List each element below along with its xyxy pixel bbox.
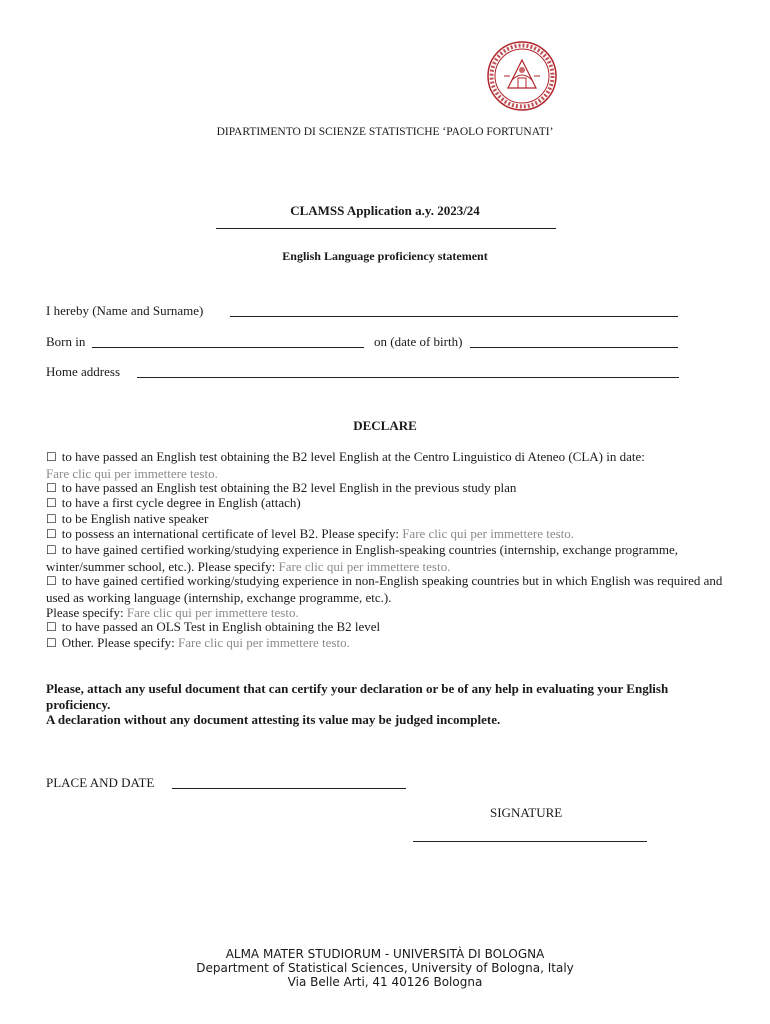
dob-field[interactable] xyxy=(470,337,678,348)
option-previous-study: ☐ to have passed an English test obtaining the B2 level English in the previous study plan xyxy=(46,480,517,495)
cla-date-input[interactable]: Fare clic qui per immettere testo. xyxy=(46,465,218,481)
checkbox-icon[interactable]: ☐ xyxy=(46,512,57,526)
option-native-speaker: ☐ to be English native speaker xyxy=(46,511,209,526)
checkbox-icon[interactable]: ☐ xyxy=(46,574,57,588)
other-input[interactable]: Fare clic qui per immettere testo. xyxy=(178,635,350,650)
department-header: DIPARTIMENTO DI SCIENZE STATISTICHE ‘PAOLO FORTUNATI’ xyxy=(216,126,554,138)
non-english-experience-input[interactable]: Fare clic qui per immettere testo. xyxy=(126,605,299,620)
checkbox-icon[interactable]: ☐ xyxy=(46,496,57,510)
footer-address: Via Belle Arti, 41 40126 Bologna xyxy=(287,975,483,989)
address-field[interactable] xyxy=(137,367,679,378)
place-date-field[interactable] xyxy=(172,778,406,789)
option-ols-test: ☐ to have passed an OLS Test in English obtaining the B2 level xyxy=(46,619,381,634)
address-label: Home address xyxy=(46,364,121,379)
name-label: I hereby (Name and Surname) xyxy=(46,303,204,318)
birthplace-field[interactable] xyxy=(92,337,364,348)
dob-label: on (date of birth) xyxy=(374,334,463,349)
title-divider xyxy=(216,228,556,229)
option-non-english-experience: ☐ to have gained certified working/studying experience in non-English speaking countries but in which English was required and used as working language (internship, exchange programme, etc.). Please specify: Fare clic qui per immettere testo. xyxy=(46,573,723,620)
declare-heading: DECLARE xyxy=(353,418,417,433)
option-international-certificate: ☐ to possess an international certificate of level B2. Please specify: Fare clic qui per immettere testo. xyxy=(46,526,575,541)
option-first-cycle-degree: ☐ to have a first cycle degree in English (attach) xyxy=(46,495,301,510)
footer-department: Department of Statistical Sciences, University of Bologna, Italy xyxy=(196,961,574,975)
option-other: ☐ Other. Please specify: Fare clic qui per immettere testo. xyxy=(46,635,350,650)
checkbox-icon[interactable]: ☐ xyxy=(46,450,57,464)
name-field[interactable] xyxy=(230,306,678,317)
signature-field[interactable] xyxy=(413,831,647,842)
option-english-speaking-experience: ☐ to have gained certified working/studying experience in English-speaking countries (internship, exchange programme, winter/summer school, etc.). Please specify: Fare clic qui per immettere testo. xyxy=(46,542,678,574)
born-label: Born in xyxy=(46,334,86,349)
attachment-notice: Please, attach any useful document that can certify your declaration or be of any help in evaluating your English proficiency. A declaration without any document attesting its value may be judged incomplete. xyxy=(46,681,669,727)
checkbox-icon[interactable]: ☐ xyxy=(46,527,57,541)
checkbox-icon[interactable]: ☐ xyxy=(46,481,57,495)
page-title: CLAMSS Application a.y. 2023/24 xyxy=(290,203,480,218)
signature-label: SIGNATURE xyxy=(490,805,563,820)
footer-university: ALMA MATER STUDIORUM - UNIVERSITÀ DI BOLOGNA xyxy=(225,947,545,961)
place-date-label: PLACE AND DATE xyxy=(46,775,155,790)
checkbox-icon[interactable]: ☐ xyxy=(46,543,57,557)
page-subtitle: English Language proficiency statement xyxy=(282,249,488,263)
option-cla-test: ☐ to have passed an English test obtaining the B2 level English at the Centro Linguistico di Ateneo (CLA) in date: Fare clic qui per immettere testo. xyxy=(46,449,645,481)
checkbox-icon[interactable]: ☐ xyxy=(46,620,57,634)
footer xyxy=(0,947,770,989)
certificate-input[interactable]: Fare clic qui per immettere testo. xyxy=(402,526,575,541)
checkbox-icon[interactable]: ☐ xyxy=(46,636,57,650)
university-seal-icon xyxy=(486,40,558,112)
experience-input[interactable]: Fare clic qui per immettere testo. xyxy=(278,558,451,574)
